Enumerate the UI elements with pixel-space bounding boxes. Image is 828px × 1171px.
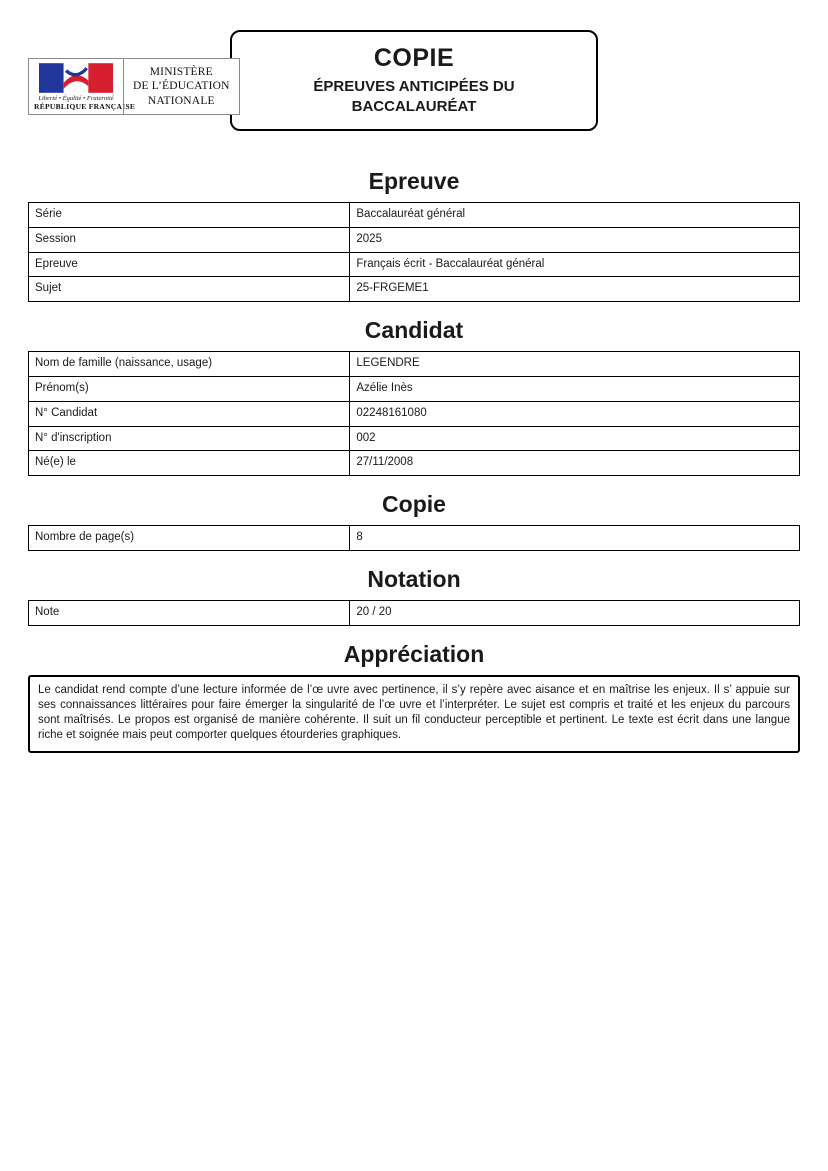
field-value: Baccalauréat général [350, 203, 800, 228]
field-label: Nombre de page(s) [29, 526, 350, 551]
title-box [230, 30, 598, 131]
section-heading-appreciation: Appréciation [343, 640, 485, 667]
field-value: Français écrit - Baccalauréat général [350, 252, 800, 277]
field-label: N° d'inscription [29, 426, 350, 451]
table-row [29, 252, 800, 277]
section-heading-epreuve: Epreuve [368, 168, 460, 194]
section-heading-copie: Copie [382, 491, 446, 518]
field-value: 8 [350, 526, 800, 551]
table-row [29, 277, 800, 302]
field-label: Sujet [29, 277, 350, 302]
document-subtitle [242, 77, 586, 116]
field-value: 27/11/2008 [350, 451, 800, 476]
table-row [29, 227, 800, 252]
ministry-name-line: NATIONALE [147, 94, 215, 107]
document-subtitle-line: ÉPREUVES ANTICIPÉES DU [313, 78, 515, 95]
field-label: Epreuve [29, 252, 350, 277]
table-row [29, 376, 800, 401]
field-label: Nom de famille (naissance, usage) [29, 352, 350, 377]
candidat-table [28, 351, 800, 476]
logo-motto: Liberté • Égalité • Fraternité [38, 95, 114, 102]
section-heading-candidat: Candidat [364, 317, 464, 344]
field-value: 20 / 20 [350, 600, 800, 625]
field-label: Session [29, 227, 350, 252]
field-value: Azélie Inès [350, 376, 800, 401]
table-row [29, 600, 800, 625]
document-title: COPIE [373, 44, 455, 72]
field-value: LEGENDRE [350, 352, 800, 377]
section-heading-notation: Notation [367, 565, 461, 592]
copie-table [28, 525, 800, 551]
table-row [29, 352, 800, 377]
logo-republic: RÉPUBLIQUE FRANÇAISE [34, 102, 136, 111]
table-row [29, 451, 800, 476]
table-row [29, 526, 800, 551]
epreuve-table [28, 202, 800, 302]
notation-table [28, 600, 800, 626]
field-value: 2025 [350, 227, 800, 252]
table-row [29, 401, 800, 426]
field-label: N° Candidat [29, 401, 350, 426]
table-row [29, 203, 800, 228]
field-value: 25-FRGEME1 [350, 277, 800, 302]
document-subtitle-line: BACCALAURÉAT [351, 97, 477, 115]
ministry-name-line: DE L’ÉDUCATION [133, 80, 230, 93]
table-row [29, 426, 800, 451]
ministry-name [123, 59, 239, 114]
ministry-logo [28, 58, 240, 115]
document-header [28, 30, 800, 134]
appreciation-text: Le candidat rend compte d’une lecture informée de l’œ uvre avec pertinence, il s’y repère avec aisance et en maîtrise les enjeux. Il s’ appuie sur ses connaissances littéraires pour faire émerger la singularité de l’œ uvre et l’interpréter. Le sujet est compris et traité et les enjeux du parcours sont maîtrisés. Le propos est organisé de manière cohérente. Il suit un fil conducteur perceptible et pertinent. Le texte est écrit dans une langue riche et soignée mais peut comporter quelques étourderies graphiques. [28, 675, 800, 754]
french-flag-icon [39, 63, 113, 93]
ministry-name-line: MINISTÈRE [149, 66, 213, 79]
field-value: 002 [350, 426, 800, 451]
field-label: Note [29, 600, 350, 625]
field-label: Prénom(s) [29, 376, 350, 401]
field-value: 02248161080 [350, 401, 800, 426]
republic-block [29, 59, 136, 114]
field-label: Série [29, 203, 350, 228]
field-label: Né(e) le [29, 451, 350, 476]
